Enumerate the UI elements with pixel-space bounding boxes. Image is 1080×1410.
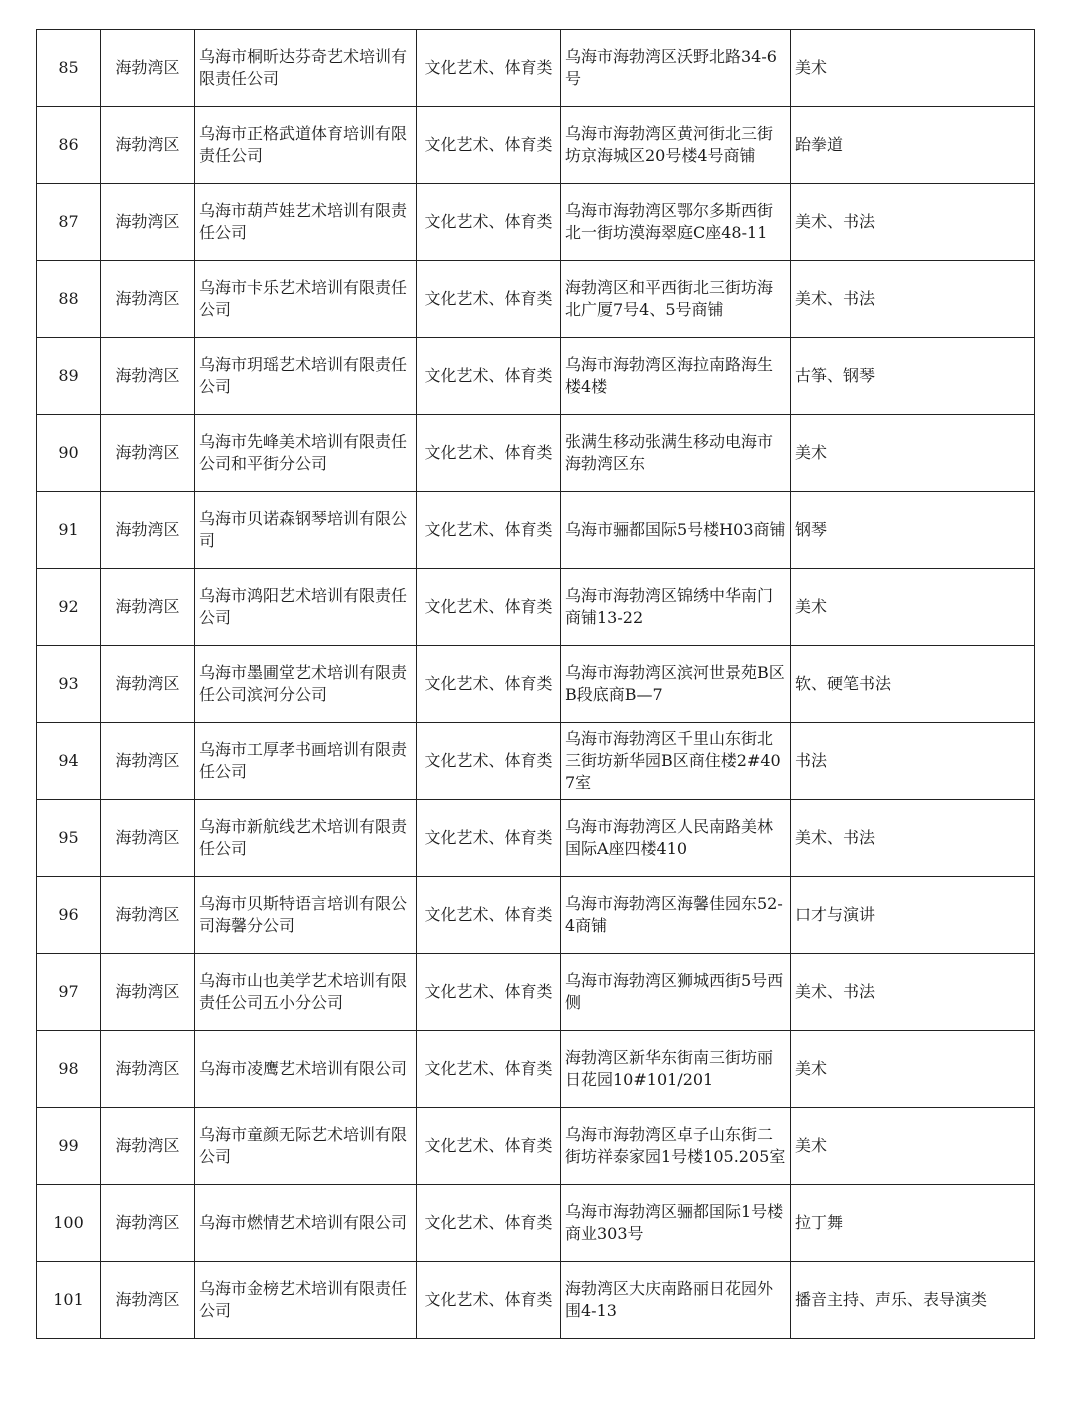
address-cell: 乌海市海勃湾区海拉南路海生楼4楼 <box>561 338 791 415</box>
category-cell: 文化艺术、体育类 <box>417 415 561 492</box>
institution-name-cell: 乌海市葫芦娃艺术培训有限责任公司 <box>195 184 417 261</box>
subjects-cell: 美术、书法 <box>791 800 1035 877</box>
address-cell: 乌海市海勃湾区滨河世景苑B区B段底商B—7 <box>561 646 791 723</box>
row-number-cell: 101 <box>37 1262 101 1339</box>
district-cell: 海勃湾区 <box>101 1185 195 1262</box>
institution-name-cell: 乌海市贝斯特语言培训有限公司海馨分公司 <box>195 877 417 954</box>
subjects-cell: 美术 <box>791 569 1035 646</box>
row-number-cell: 94 <box>37 723 101 800</box>
subjects-cell: 拉丁舞 <box>791 1185 1035 1262</box>
district-cell: 海勃湾区 <box>101 723 195 800</box>
subjects-cell: 美术 <box>791 415 1035 492</box>
table-row <box>37 261 1035 338</box>
institution-name-cell: 乌海市新航线艺术培训有限责任公司 <box>195 800 417 877</box>
category-cell: 文化艺术、体育类 <box>417 30 561 107</box>
district-cell: 海勃湾区 <box>101 569 195 646</box>
row-number-cell: 92 <box>37 569 101 646</box>
address-cell: 乌海市海勃湾区沃野北路34-6号 <box>561 30 791 107</box>
address-cell: 乌海市海勃湾区鄂尔多斯西街北一街坊漠海翠庭C座48-11 <box>561 184 791 261</box>
subjects-cell: 书法 <box>791 723 1035 800</box>
category-cell: 文化艺术、体育类 <box>417 877 561 954</box>
institution-name-cell: 乌海市桐昕达芬奇艺术培训有限责任公司 <box>195 30 417 107</box>
subjects-cell: 钢琴 <box>791 492 1035 569</box>
subjects-cell: 跆拳道 <box>791 107 1035 184</box>
category-cell: 文化艺术、体育类 <box>417 646 561 723</box>
row-number-cell: 86 <box>37 107 101 184</box>
table-row <box>37 415 1035 492</box>
district-cell: 海勃湾区 <box>101 800 195 877</box>
district-cell: 海勃湾区 <box>101 415 195 492</box>
category-cell: 文化艺术、体育类 <box>417 261 561 338</box>
row-number-cell: 98 <box>37 1031 101 1108</box>
subjects-cell: 播音主持、声乐、表导演类 <box>791 1262 1035 1339</box>
institution-name-cell: 乌海市鸿阳艺术培训有限责任公司 <box>195 569 417 646</box>
row-number-cell: 96 <box>37 877 101 954</box>
row-number-cell: 87 <box>37 184 101 261</box>
address-cell: 乌海市海勃湾区骊都国际1号楼商业303号 <box>561 1185 791 1262</box>
district-cell: 海勃湾区 <box>101 1031 195 1108</box>
category-cell: 文化艺术、体育类 <box>417 107 561 184</box>
address-cell: 乌海市海勃湾区千里山东街北三街坊新华园B区商住楼2#407室 <box>561 723 791 800</box>
institution-name-cell: 乌海市卡乐艺术培训有限责任公司 <box>195 261 417 338</box>
institution-name-cell: 乌海市贝诺森钢琴培训有限公司 <box>195 492 417 569</box>
table-row <box>37 877 1035 954</box>
table-row <box>37 723 1035 800</box>
address-cell: 海勃湾区新华东街南三街坊丽日花园10#101/201 <box>561 1031 791 1108</box>
district-cell: 海勃湾区 <box>101 338 195 415</box>
institution-name-cell: 乌海市工厚孝书画培训有限责任公司 <box>195 723 417 800</box>
category-cell: 文化艺术、体育类 <box>417 492 561 569</box>
table-row <box>37 492 1035 569</box>
subjects-cell: 美术、书法 <box>791 184 1035 261</box>
district-cell: 海勃湾区 <box>101 1262 195 1339</box>
district-cell: 海勃湾区 <box>101 646 195 723</box>
institution-name-cell: 乌海市正格武道体育培训有限责任公司 <box>195 107 417 184</box>
category-cell: 文化艺术、体育类 <box>417 184 561 261</box>
row-number-cell: 100 <box>37 1185 101 1262</box>
row-number-cell: 95 <box>37 800 101 877</box>
subjects-cell: 美术 <box>791 1108 1035 1185</box>
institution-name-cell: 乌海市先峰美术培训有限责任公司和平街分公司 <box>195 415 417 492</box>
address-cell: 张满生移动张满生移动电海市海勃湾区东 <box>561 415 791 492</box>
institution-name-cell: 乌海市金榜艺术培训有限责任公司 <box>195 1262 417 1339</box>
address-cell: 乌海市海勃湾区海馨佳园东52-4商铺 <box>561 877 791 954</box>
district-cell: 海勃湾区 <box>101 877 195 954</box>
table-body <box>37 30 1035 1339</box>
table-row <box>37 30 1035 107</box>
row-number-cell: 90 <box>37 415 101 492</box>
table-row <box>37 1262 1035 1339</box>
district-cell: 海勃湾区 <box>101 492 195 569</box>
district-cell: 海勃湾区 <box>101 107 195 184</box>
row-number-cell: 97 <box>37 954 101 1031</box>
row-number-cell: 85 <box>37 30 101 107</box>
district-cell: 海勃湾区 <box>101 184 195 261</box>
address-cell: 乌海市海勃湾区人民南路美林国际A座四楼410 <box>561 800 791 877</box>
category-cell: 文化艺术、体育类 <box>417 723 561 800</box>
row-number-cell: 89 <box>37 338 101 415</box>
address-cell: 乌海市骊都国际5号楼H03商铺 <box>561 492 791 569</box>
category-cell: 文化艺术、体育类 <box>417 1185 561 1262</box>
district-cell: 海勃湾区 <box>101 261 195 338</box>
institution-table <box>36 29 1035 1339</box>
table-row <box>37 646 1035 723</box>
row-number-cell: 99 <box>37 1108 101 1185</box>
institution-name-cell: 乌海市山也美学艺术培训有限责任公司五小分公司 <box>195 954 417 1031</box>
district-cell: 海勃湾区 <box>101 30 195 107</box>
institution-name-cell: 乌海市燃情艺术培训有限公司 <box>195 1185 417 1262</box>
subjects-cell: 口才与演讲 <box>791 877 1035 954</box>
institution-name-cell: 乌海市凌鹰艺术培训有限公司 <box>195 1031 417 1108</box>
category-cell: 文化艺术、体育类 <box>417 1262 561 1339</box>
address-cell: 海勃湾区和平西街北三街坊海北广厦7号4、5号商铺 <box>561 261 791 338</box>
table-row <box>37 569 1035 646</box>
category-cell: 文化艺术、体育类 <box>417 569 561 646</box>
subjects-cell: 软、硬笔书法 <box>791 646 1035 723</box>
subjects-cell: 美术、书法 <box>791 954 1035 1031</box>
row-number-cell: 91 <box>37 492 101 569</box>
category-cell: 文化艺术、体育类 <box>417 1031 561 1108</box>
institution-name-cell: 乌海市玥瑶艺术培训有限责任公司 <box>195 338 417 415</box>
institution-name-cell: 乌海市墨圃堂艺术培训有限责任公司滨河分公司 <box>195 646 417 723</box>
table-row <box>37 800 1035 877</box>
subjects-cell: 美术 <box>791 30 1035 107</box>
category-cell: 文化艺术、体育类 <box>417 954 561 1031</box>
table-row <box>37 1185 1035 1262</box>
table-row <box>37 338 1035 415</box>
address-cell: 海勃湾区大庆南路丽日花园外围4-13 <box>561 1262 791 1339</box>
address-cell: 乌海市海勃湾区卓子山东街二街坊祥泰家园1号楼105.205室 <box>561 1108 791 1185</box>
address-cell: 乌海市海勃湾区狮城西街5号西侧 <box>561 954 791 1031</box>
subjects-cell: 美术、书法 <box>791 261 1035 338</box>
category-cell: 文化艺术、体育类 <box>417 1108 561 1185</box>
table-row <box>37 954 1035 1031</box>
institution-name-cell: 乌海市童颜无际艺术培训有限公司 <box>195 1108 417 1185</box>
row-number-cell: 88 <box>37 261 101 338</box>
table-row <box>37 1108 1035 1185</box>
address-cell: 乌海市海勃湾区黄河街北三街坊京海城区20号楼4号商铺 <box>561 107 791 184</box>
subjects-cell: 美术 <box>791 1031 1035 1108</box>
subjects-cell: 古筝、钢琴 <box>791 338 1035 415</box>
district-cell: 海勃湾区 <box>101 954 195 1031</box>
category-cell: 文化艺术、体育类 <box>417 338 561 415</box>
address-cell: 乌海市海勃湾区锦绣中华南门商铺13-22 <box>561 569 791 646</box>
row-number-cell: 93 <box>37 646 101 723</box>
category-cell: 文化艺术、体育类 <box>417 800 561 877</box>
table-row <box>37 1031 1035 1108</box>
table-row <box>37 107 1035 184</box>
district-cell: 海勃湾区 <box>101 1108 195 1185</box>
table-row <box>37 184 1035 261</box>
